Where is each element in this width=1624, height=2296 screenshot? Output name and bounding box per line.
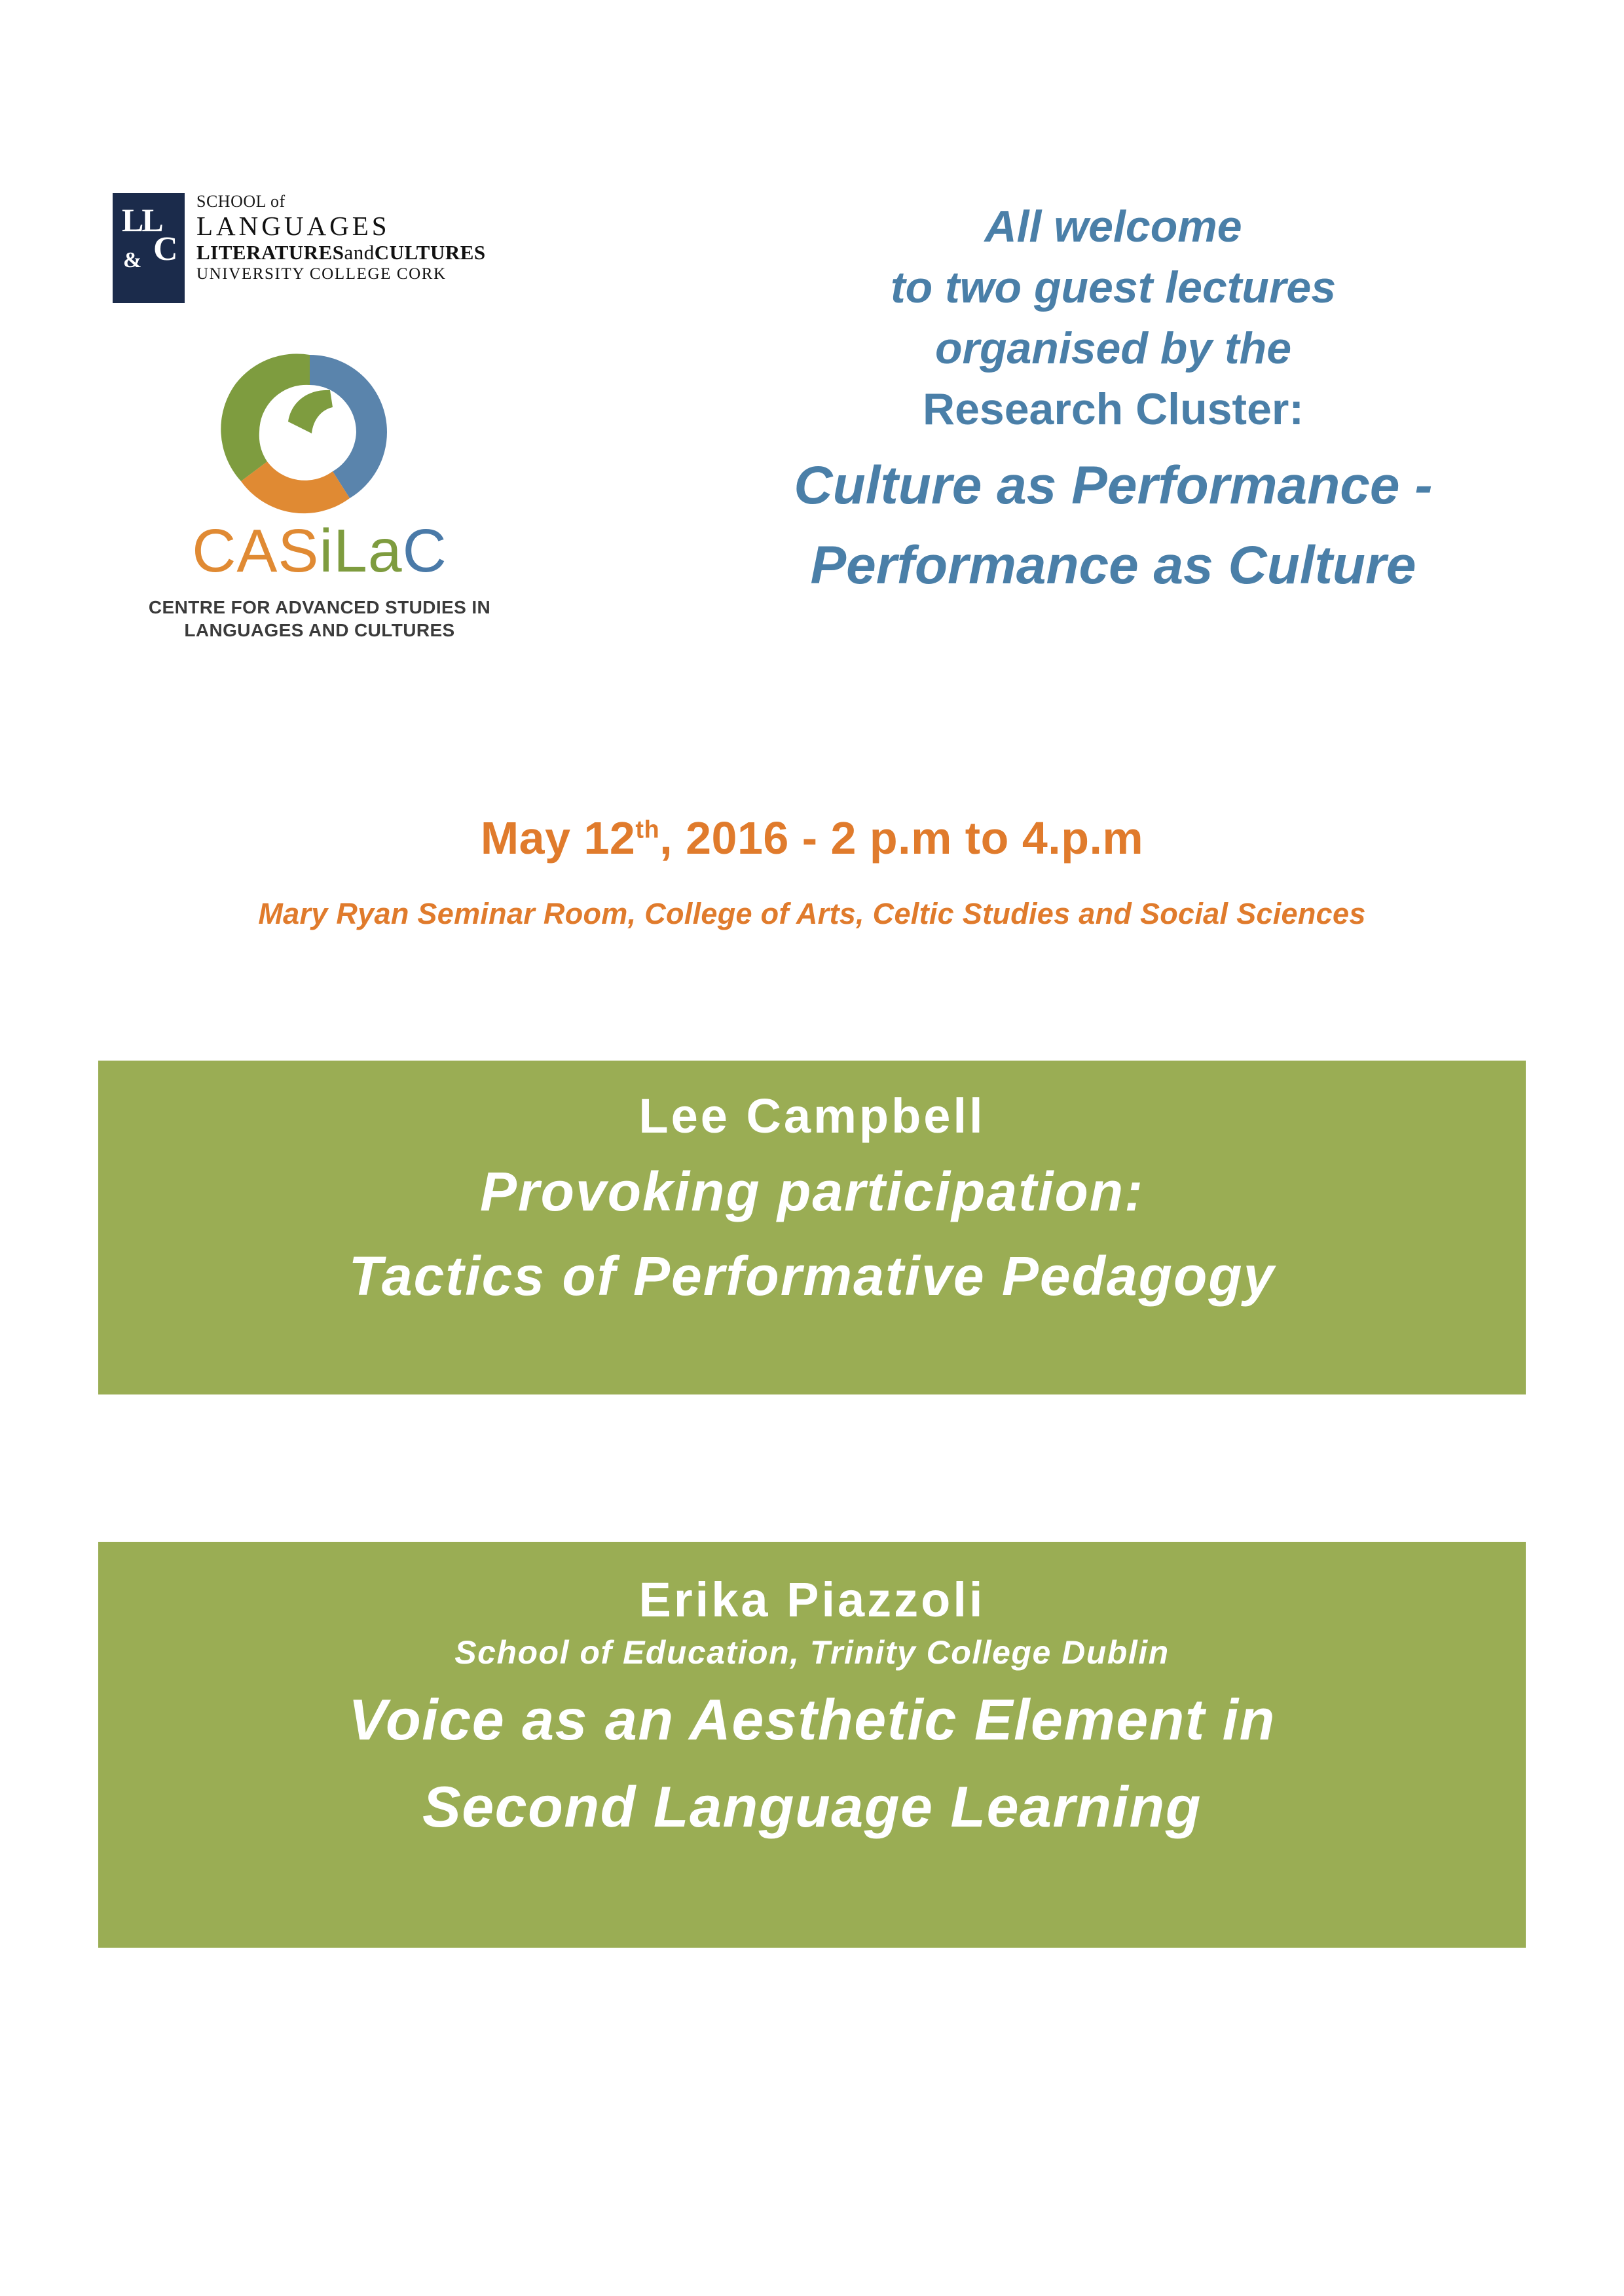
llc-and: and — [344, 241, 375, 264]
talk-1-title-line-2: Tactics of Performative Pedagogy — [348, 1245, 1276, 1307]
intro-line-1: All welcome — [984, 202, 1242, 251]
llc-monogram-amp: & — [123, 248, 142, 272]
cluster-title-line-2: Performance as Culture — [810, 536, 1416, 596]
llc-monogram-c: C — [153, 230, 178, 268]
llc-languages: LANGUAGES — [196, 211, 390, 241]
ucc-llc-logo — [113, 193, 532, 311]
llc-literatures: LITERATURES — [196, 241, 344, 264]
intro-line-2: to two guest lectures — [890, 263, 1337, 313]
casilac-ila: iLa — [319, 517, 403, 585]
event-date — [0, 812, 1624, 864]
llc-logo-text — [196, 193, 530, 283]
llc-cultures: CULTURES — [374, 241, 486, 264]
talk-1-title-line-1: Provoking participation: — [479, 1161, 1145, 1223]
llc-literatures-cultures — [196, 242, 530, 264]
llc-school-of: SCHOOL of — [196, 192, 286, 211]
talk-panel-2 — [98, 1542, 1526, 1948]
cluster-title-line-1: Culture as Performance - — [794, 455, 1433, 515]
talk-2-affiliation: School of Education, Trinity College Dublin — [454, 1634, 1170, 1671]
llc-university: UNIVERSITY COLLEGE CORK — [196, 265, 447, 283]
casilac-swirl-icon — [202, 347, 418, 517]
casilac-c: C — [402, 517, 447, 585]
intro-research-cluster: Research Cluster: — [922, 384, 1304, 435]
event-venue: Mary Ryan Seminar Room, College of Arts, Celtic Studies and Social Sciences — [258, 897, 1366, 930]
intro-line-3: organised by the — [934, 323, 1292, 374]
talk-2-speaker: Erika Piazzoli — [638, 1573, 986, 1627]
poster-header — [0, 0, 1624, 1021]
event-date-suffix: , 2016 - 2 p.m to 4.p.m — [659, 812, 1144, 864]
llc-monogram-ll: LL — [122, 202, 162, 238]
casilac-subtitle: CENTRE FOR ADVANCED STUDIES IN LANGUAGES AND CULTURES — [148, 597, 491, 640]
event-date-prefix: May 12 — [480, 812, 636, 864]
intro-block — [655, 196, 1572, 601]
talk-2-title-line-1: Voice as an Aesthetic Element in — [348, 1687, 1276, 1753]
casilac-cas: CAS — [192, 517, 320, 585]
event-date-ordinal: th — [635, 816, 660, 844]
talk-panel-1 — [98, 1061, 1526, 1394]
casilac-logo — [143, 347, 496, 720]
talk-1-speaker: Lee Campbell — [638, 1089, 986, 1143]
casilac-wordmark — [143, 517, 496, 585]
talk-2-title-line-2: Second Language Learning — [422, 1774, 1202, 1839]
llc-monogram-icon — [113, 193, 185, 303]
